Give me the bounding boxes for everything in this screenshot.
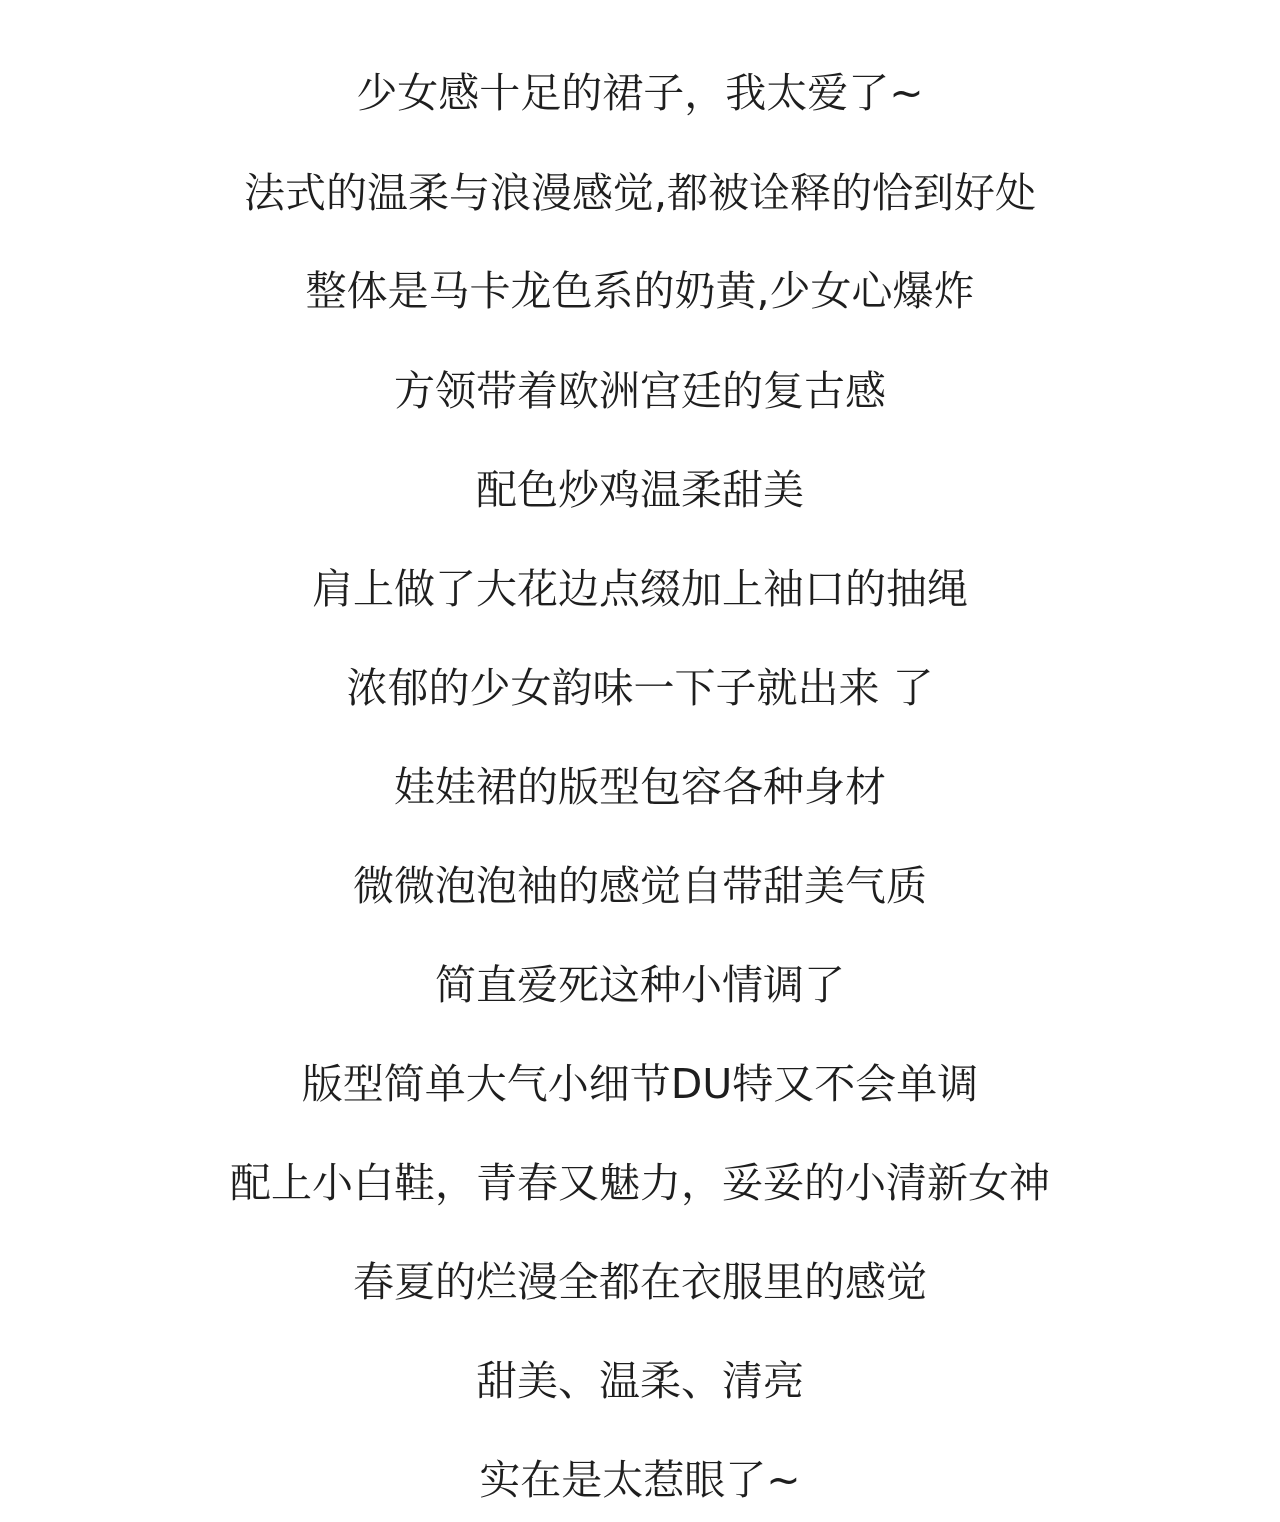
description-line: 版型简单大气小细节DU特又不会单调 [301,1060,979,1108]
description-line: 整体是马卡龙色系的奶黄,少女心爆炸 [305,267,975,315]
description-line: 春夏的烂漫全都在衣服里的感觉 [353,1258,927,1306]
description-line: 方领带着欧洲宫廷的复古感 [394,367,886,415]
description-line: 少女感十足的裙子，我太爱了~ [356,69,924,117]
description-line: 简直爱死这种小情调了 [435,961,845,1009]
description-line: 浓郁的少女韵味一下子就出来 了 [346,664,934,712]
description-line: 肩上做了大花边点缀加上袖口的抽绳 [312,565,968,613]
description-line: 微微泡泡袖的感觉自带甜美气质 [353,862,927,910]
description-line: 娃娃裙的版型包容各种身材 [394,763,886,811]
description-line: 实在是太惹眼了~ [479,1456,801,1504]
description-line: 法式的温柔与浪漫感觉,都被诠释的恰到好处 [243,169,1037,217]
description-line: 甜美、温柔、清亮 [476,1357,804,1405]
description-line: 配上小白鞋，青春又魅力，妥妥的小清新女神 [230,1159,1050,1207]
description-line: 配色炒鸡温柔甜美 [476,466,804,514]
